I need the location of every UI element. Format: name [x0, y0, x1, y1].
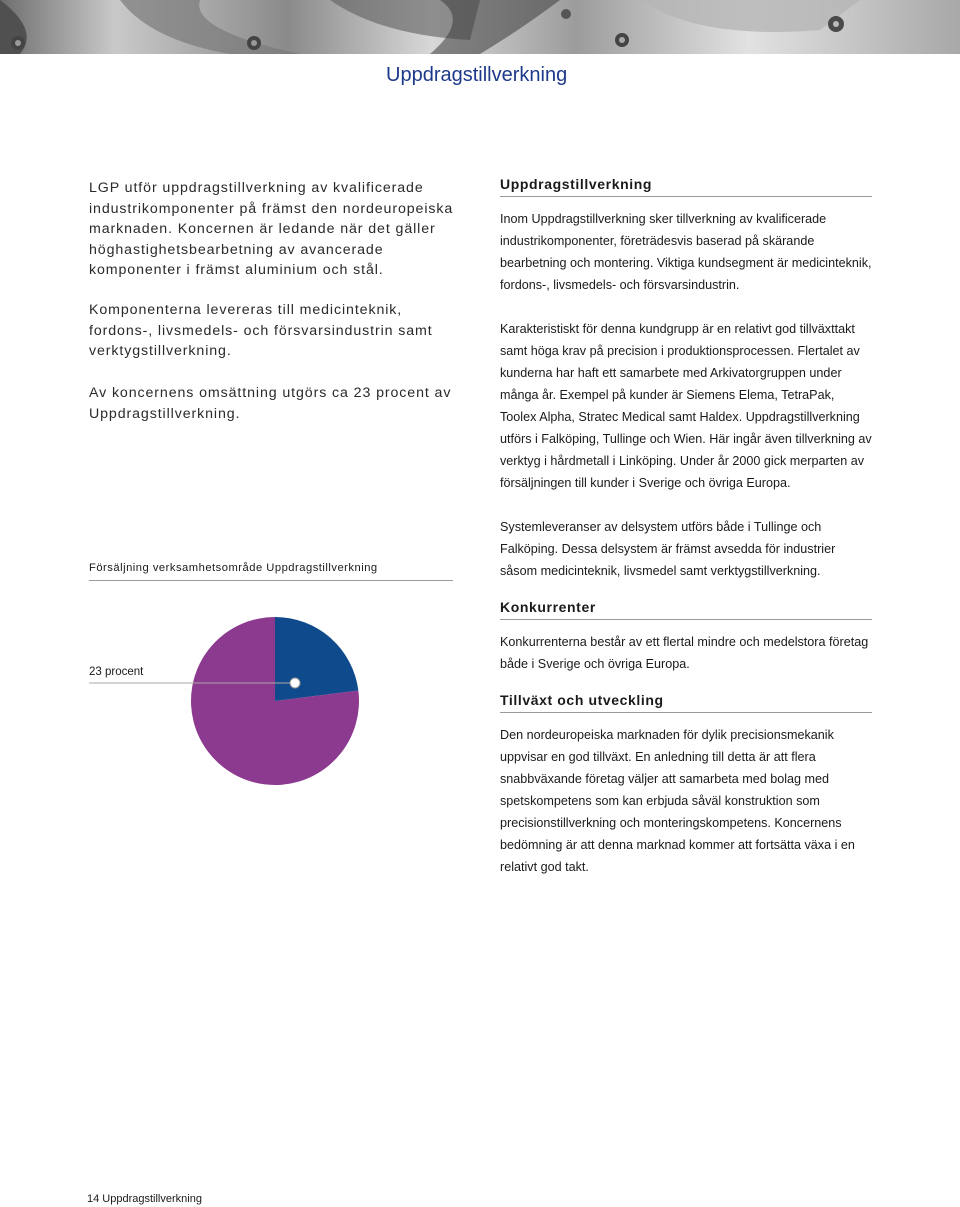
body-paragraph: Karakteristiskt för denna kundgrupp är en relativt god tillväxttakt samt höga krav på precision i produktionsprocessen. Flertalet av kunderna har haft ett samarbete med Arkivatorgruppen under många år. Exempel på kunder är Siemens Elema, TetraPak, Toolex Alpha, Stratec Medical samt Haldex. Uppdragstillverkning utförs i Falköping, Tullinge och Wien. Här ingår även tillverkning av verktyg i hårdmetall i Linköping. Under år 2000 gick merparten av försäljningen till kunder i Sverige och övriga Europa.: [500, 322, 872, 490]
body-paragraph: Konkurrenterna består av ett flertal mindre och medelstora företag både i Sverige och övriga Europa.: [500, 635, 869, 671]
section-tillvaxt: [500, 692, 872, 878]
pie-slice-0: [275, 617, 358, 701]
section-konkurrenter: [500, 599, 872, 675]
page-footer: 14 Uppdragstillverkning: [87, 1193, 202, 1205]
section-heading: Konkurrenter: [500, 599, 872, 620]
body-paragraph: Den nordeuropeiska marknaden för dylik precisionsmekanik uppvisar en god tillväxt. En anledning till detta är att flera snabbväxande företag väljer att samarbeta med bolag med spetskompetens som kan erbjuda såväl konstruktion som precisionstillverkning och monteringskompetens. Koncernens bedömning är att denna marknad kommer att fortsätta växa i en relativt god takt.: [500, 728, 855, 874]
intro-paragraph: Av koncernens omsättning utgörs ca 23 procent av Uppdragstillverkning.: [89, 385, 452, 422]
intro-paragraph: Komponenterna levereras till medicinteknik, fordons-, livsmedels- och försvarsindustrin samt verktygstillverkning.: [89, 302, 433, 359]
section-heading: Tillväxt och utveckling: [500, 692, 872, 713]
pie-chart: [80, 610, 380, 800]
page-title: Uppdragstillverkning: [386, 64, 568, 86]
chart-title: Försäljning verksamhetsområde Uppdragstillverkning: [89, 562, 453, 581]
pie-leader-dot: [290, 678, 300, 688]
header-photo: [0, 0, 960, 54]
body-paragraph: Inom Uppdragstillverkning sker tillverkning av kvalificerade industrikomponenter, företrädesvis baserad på skärande bearbetning och montering. Viktiga kundsegment är medicinteknik, fordons-, livsmedels- och försvarsindustrin.: [500, 212, 872, 292]
section-uppdragstillverkning: [500, 176, 872, 582]
body-paragraph: Systemleveranser av delsystem utförs både i Tullinge och Falköping. Dessa delsystem är främst avsedda för industrier såsom medicinteknik, livsmedel samt verktygstillverkning.: [500, 520, 836, 578]
intro-paragraph: LGP utför uppdragstillverkning av kvalificerade industrikomponenter på främst den nordeuropeiska marknaden. Koncernen är ledande när det gäller höghastighetsbearbetning av avancerade komponenter i främst aluminium och stål.: [89, 180, 454, 278]
pie-slice-label: 23 procent: [89, 666, 144, 678]
right-column: [500, 176, 872, 878]
section-heading: Uppdragstillverkning: [500, 176, 872, 197]
